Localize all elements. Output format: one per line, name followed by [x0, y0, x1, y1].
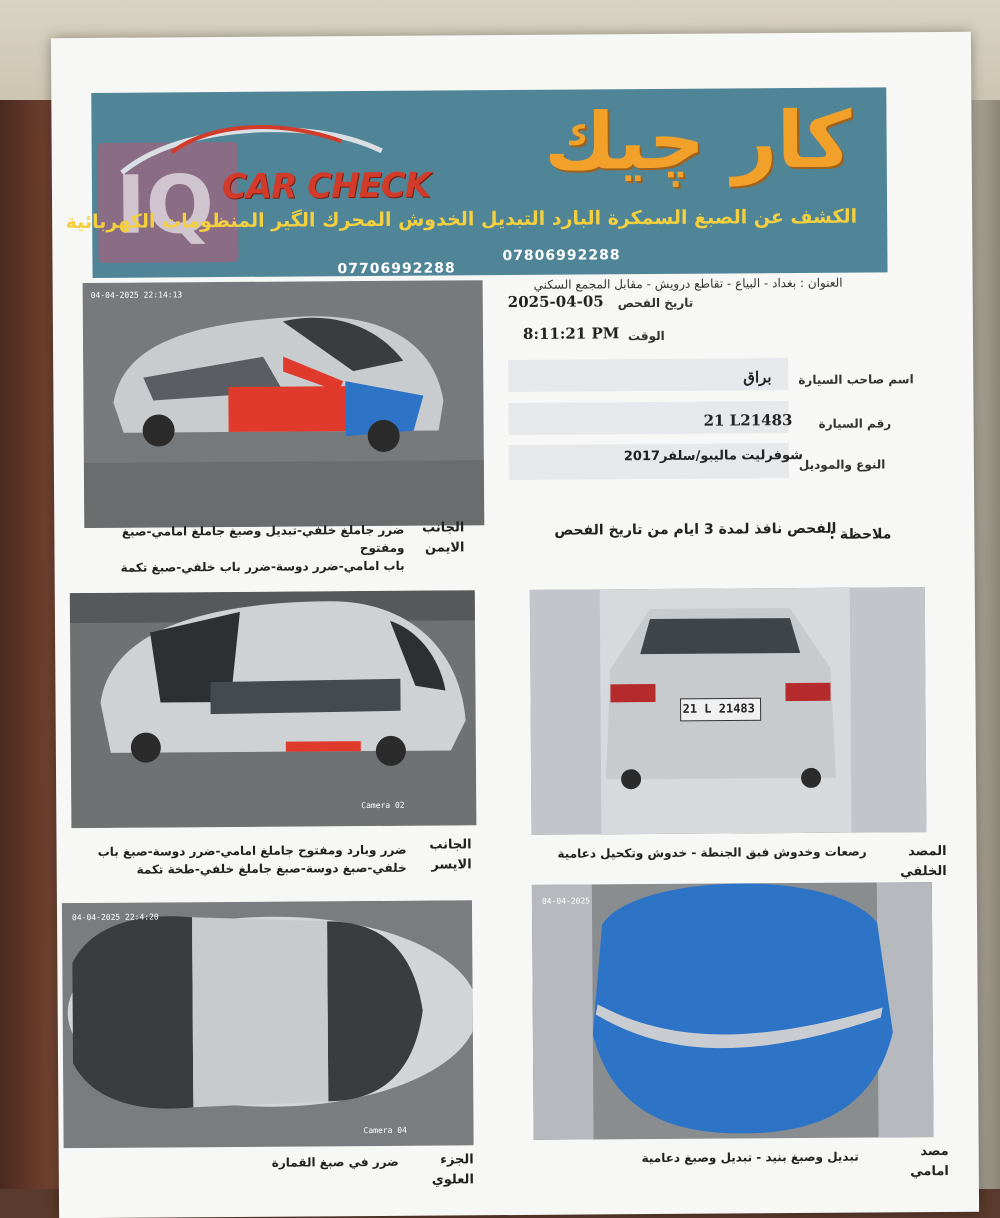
inspection-time: 8:11:21 PM	[522, 324, 620, 343]
side-label-line-1: المصد	[908, 843, 947, 860]
damage-red-marking	[228, 386, 348, 432]
front-description: تبديل وصبغ بنيد - تبديل وصبغ دعامية	[641, 1149, 859, 1166]
services-list: الكشف عن الصبغ السمكرة البارد التبديل الخدوش المحرك الگير المنظومات الكهربائية	[65, 205, 858, 234]
side-label-line-1: الجزء	[440, 1152, 474, 1168]
photo-left-side	[70, 590, 477, 828]
phone-2: 07706992288	[337, 260, 456, 278]
desc-line-2: خلفي-صبغ دوسة-صبغ جاملغ خلفي-طخة تكمة	[136, 860, 407, 877]
brand-arabic: كار چيك	[543, 95, 852, 188]
inspection-date: 2025-04-05	[507, 292, 604, 312]
photo-roof	[62, 900, 474, 1148]
damage-red-marking	[286, 741, 361, 752]
header-banner	[65, 87, 887, 278]
desc-line-1: ضرر جاملغ خلفي-تبديل وصبغ جاملغ امامي-صبغ ومفتوح	[121, 522, 405, 556]
camera-label: Camera 04	[363, 1125, 407, 1136]
side-label-line-2: العلوي	[431, 1172, 474, 1188]
side-label-line-2: امامي	[910, 1163, 949, 1180]
validity-note: الفحص نافذ لمدة 3 ايام من تاريخ الفحص	[554, 520, 837, 539]
owner-name: براق	[743, 368, 772, 387]
rear-description: رصعات وخدوش فبق الجنطة - خدوش وتكحيل دعامية	[557, 844, 867, 861]
camera-label: Camera 02	[361, 800, 405, 811]
brand-latin: CAR CHECK	[221, 165, 431, 208]
rear-side-label	[897, 842, 947, 882]
desc-line-1: ضرر وبارد ومفتوح جاملغ امامي-ضرر دوسة-صبغ باب	[97, 842, 407, 859]
side-label-line-1: مصد	[920, 1143, 949, 1160]
right-side-label	[414, 518, 464, 558]
right-side-description	[74, 521, 404, 577]
roof-description: ضرر في صبغ القمارة	[271, 1154, 399, 1170]
side-label-line-2: الخلفي	[900, 863, 947, 880]
camera-timestamp: 04-04-2025 22:14:13	[90, 290, 183, 300]
address: العنوان : بغداد - البياع - تقاطع درويش - مقابل المجمع السكني	[533, 275, 843, 292]
camera-timestamp: 04-04-2025	[541, 896, 591, 906]
side-label-line-1: الجانب	[422, 520, 465, 536]
note-label: ملاحظة :	[829, 526, 892, 543]
svg-text:IQ: IQ	[115, 158, 215, 252]
car-model: شوفرليت ماليبو/سلفر2017	[623, 447, 803, 465]
side-label-line-2: الايسر	[431, 857, 472, 873]
inspection-time-label: الوقت	[627, 328, 665, 344]
side-label-line-1: الجانب	[429, 837, 472, 853]
roof-side-label	[424, 1150, 474, 1190]
inspection-report-sheet	[51, 32, 979, 1218]
photo-right-side	[83, 280, 485, 528]
photo-front	[532, 882, 934, 1140]
rear-plate-text: 21 L 21483	[682, 701, 755, 716]
model-label: النوع والموديل	[798, 457, 886, 473]
camera-timestamp: 04-04-2025 22:4:20	[72, 912, 159, 923]
inspection-date-label: تاريخ الفحص	[617, 295, 694, 311]
left-side-description	[77, 841, 407, 879]
plate-number: 21 L21483	[703, 411, 793, 430]
damage-blue-marking	[592, 882, 894, 1134]
left-side-label	[421, 835, 471, 875]
desc-line-2: باب امامي-ضرر دوسة-ضرر باب خلفي-صبغ تكمة	[120, 558, 405, 575]
owner-label: اسم صاحب السيارة	[798, 372, 914, 388]
side-label-line-2: الايمن	[424, 540, 465, 556]
phone-1: 07806992288	[502, 247, 621, 265]
photo-rear	[530, 587, 927, 835]
plate-label: رقم السيارة	[818, 416, 892, 431]
front-side-label	[904, 1142, 949, 1182]
